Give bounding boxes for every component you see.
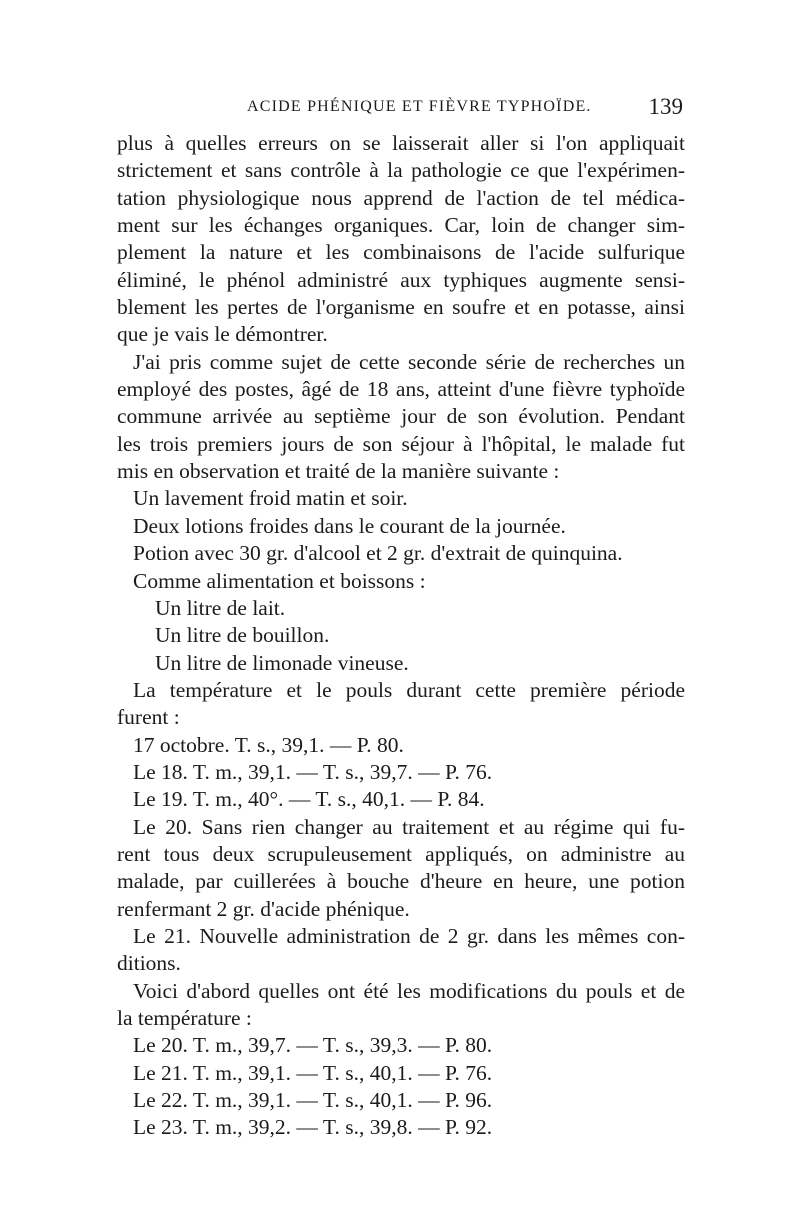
text-line: strictement et sans contrôle à la pathologie ce que l'expérimen- bbox=[117, 158, 685, 183]
text-line: J'ai pris comme sujet de cette seconde série de recherches un bbox=[133, 349, 685, 374]
text-line: rent tous deux scrupuleusement appliqués, on administre au bbox=[117, 841, 685, 866]
text-line: plement la nature et les combinaisons de l'acide sulfurique bbox=[117, 240, 685, 265]
text-line: employé des postes, âgé de 18 ans, atteint d'une fièvre typhoïde bbox=[117, 377, 685, 402]
text-line: Un litre de limonade vineuse. bbox=[155, 650, 409, 675]
text-line: Un litre de bouillon. bbox=[155, 623, 330, 648]
text-line: Voici d'abord quelles ont été les modifications du pouls et de bbox=[133, 978, 685, 1003]
text-line: mis en observation et traité de la manière suivante : bbox=[117, 459, 560, 484]
text-line: ment sur les échanges organiques. Car, loin de changer sim- bbox=[117, 213, 685, 238]
text-line: Le 18. T. m., 39,1. — T. s., 39,7. — P. 76. bbox=[133, 759, 493, 784]
text-line: furent : bbox=[117, 705, 180, 730]
text-line: la température : bbox=[117, 1006, 252, 1030]
text-line: Deux lotions froides dans le courant de la journée. bbox=[133, 513, 566, 538]
text-line: que je vais le démontrer. bbox=[117, 322, 328, 347]
text-line: Le 22. T. m., 39,1. — T. s., 40,1. — P. 96. bbox=[133, 1088, 493, 1113]
text-line: Comme alimentation et boissons : bbox=[133, 568, 426, 593]
text-line: Le 20. Sans rien changer au traitement et au régime qui fu- bbox=[133, 814, 685, 839]
text-line: Le 19. T. m., 40°. — T. s., 40,1. — P. 84. bbox=[133, 787, 485, 812]
text-line: tation physiologique nous apprend de l'action de tel médica- bbox=[117, 185, 685, 210]
text-line: Le 20. T. m., 39,7. — T. s., 39,3. — P. 80. bbox=[133, 1033, 493, 1058]
text-line: blement les pertes de l'organisme en soufre et en potasse, ainsi bbox=[117, 295, 685, 320]
text-line: Potion avec 30 gr. d'alcool et 2 gr. d'extrait de quinquina. bbox=[133, 541, 623, 566]
text-line: 17 octobre. T. s., 39,1. — P. 80. bbox=[133, 732, 404, 757]
text-line: éliminé, le phénol administré aux typhiques augmente sensi- bbox=[117, 267, 685, 292]
body-text bbox=[117, 130, 685, 1142]
text-line: La température et le pouls durant cette première période bbox=[133, 677, 685, 702]
text-line: malade, par cuillerées à bouche d'heure en heure, une potion bbox=[117, 869, 685, 894]
page-header bbox=[117, 94, 685, 124]
text-line: renfermant 2 gr. d'acide phénique. bbox=[117, 896, 410, 921]
text-line: plus à quelles erreurs on se laisserait aller si l'on appliquait bbox=[117, 131, 685, 155]
page-number: 139 bbox=[648, 94, 683, 119]
text-line: ditions. bbox=[117, 951, 181, 976]
text-line: Un litre de lait. bbox=[155, 595, 286, 620]
text-line: Le 21. T. m., 39,1. — T. s., 40,1. — P. 76. bbox=[133, 1060, 493, 1085]
text-line: les trois premiers jours de son séjour à l'hôpital, le malade fut bbox=[117, 431, 685, 456]
text-line: Le 23. T. m., 39,2. — T. s., 39,8. — P. 92. bbox=[133, 1115, 493, 1140]
text-line: Un lavement froid matin et soir. bbox=[133, 486, 408, 511]
running-title: ACIDE PHÉNIQUE ET FIÈVRE TYPHOÏDE. bbox=[247, 98, 592, 115]
text-line: commune arrivée au septième jour de son évolution. Pendant bbox=[117, 404, 685, 429]
text-line: Le 21. Nouvelle administration de 2 gr. dans les mêmes con- bbox=[133, 923, 685, 948]
